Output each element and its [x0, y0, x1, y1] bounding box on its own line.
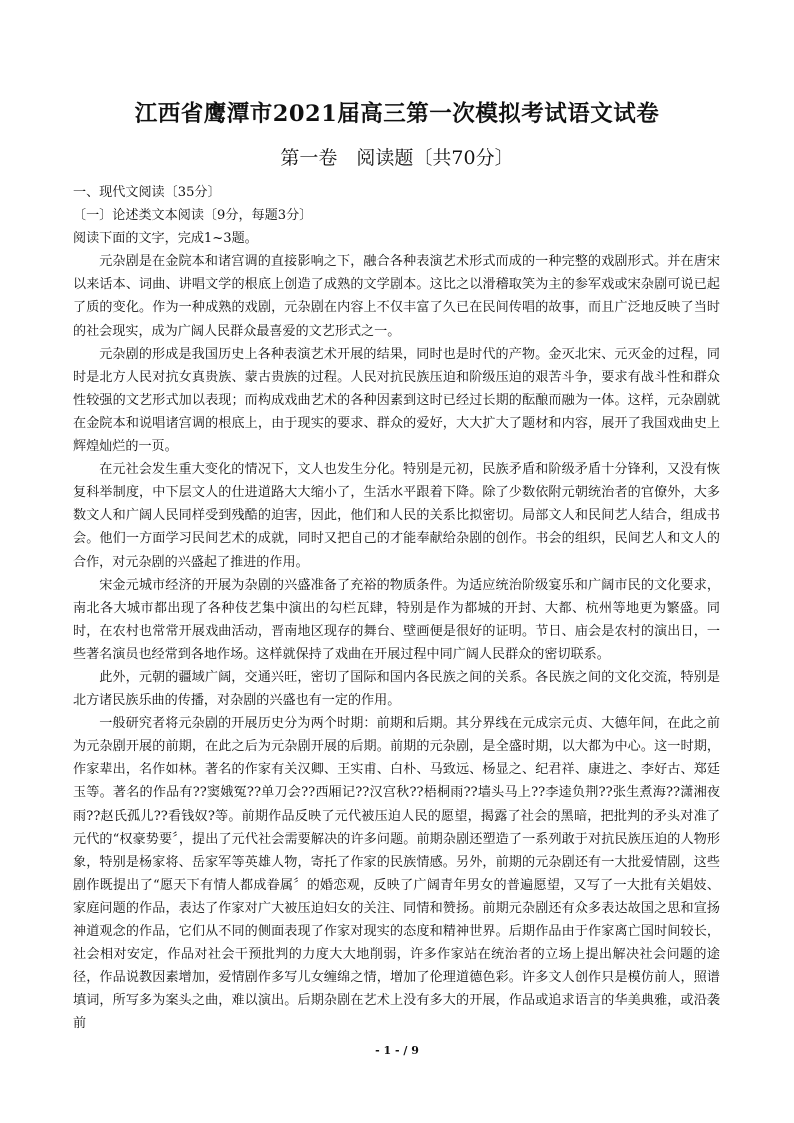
paragraph-3: 在元社会发生重大变化的情况下，文人也发生分化。特别是元初，民族矛盾和阶级矛盾十分锋利，又没有恢复科举制度，中下层文人的仕进道路大大缩小了，生活水平跟着下降。除了少数依附元朝统治者的官僚外，大多数文人和广阔人民同样受到残酷的迫害，因此，他们和人民的关系比拟密切。局部文人和民间艺人结合，组成书会。他们一方面学习民间艺术的成就，同时又把自己的才能奉献给杂剧的创作。书会的组织，民间艺人和文人的合作，对元杂剧的兴盛起了推进的作用。 [73, 462, 720, 570]
reading-instruction: 阅读下面的文字，完成1~3题。 [73, 231, 258, 247]
paragraph-6: 一般研究者将元杂剧的开展历史分为两个时期：前期和后期。其分界线在元成宗元贞、大德年间，在此之前为元杂剧开展的前期，在此之后为元杂剧开展的后期。前期的元杂剧，是全盛时期，以大都为中心。这一时期，作家辈出，名作如林。著名的作家有关汉卿、王实甫、白朴、马致远、杨显之、纪君祥、康进之、李好古、郑廷玉等。著名的作品有??窦娥冤??单刀会??西厢记??汉宫秋??梧桐雨??墙头马上??李逵负荆??张生煮海??潇湘夜雨??赵氏孤儿??看钱奴?等。前期作品反映了元代被压迫人民的愿望，揭露了社会的黑暗，把批判的矛头对准了元代的“权豪势要〞，提出了元代社会需要解决的许多问题。前期杂剧还塑造了一系列敢于对抗民族压迫的人物形象，特别是杨家将、岳家军等英雄人物，寄托了作家的民族情感。另外，前期的元杂剧还有一大批爱情剧，这些剧作既提出了“愿天下有情人都成眷属〞的婚恋观，反映了广阔青年男女的普遍愿望，又写了一大批有关娼妓、家庭问题的作品，表达了作家对广大被压迫妇女的关注、同情和赞扬。前期元杂剧还有众多表达故国之思和宣扬神道观念的作品，它们从不同的侧面表现了作家对现实的态度和精神世界。后期作品由于作家离亡国时间较长，社会相对安定，作品对社会干预批判的力度大大地削弱，许多作家站在统治者的立场上提出解决社会问题的途径，作品说教因素增加，爱情剧作多写儿女缠绵之情，增加了伦理道德色彩。许多文人创作只是模仿前人，照谱填词，所写多为案头之曲，难以演出。后期杂剧在艺术上没有多大的开展，作品或追求语言的华美典雅，或沿袭前 [73, 716, 720, 1032]
paragraph-1: 元杂剧是在金院本和诸宫调的直接影响之下，融合各种表演艺术形式而成的一种完整的戏剧形式。并在唐宋以来话本、词曲、讲唱文学的根底上创造了成熟的文学剧本。这比之以滑稽取笑为主的参军戏或宋杂剧可说已起了质的变化。作为一种成熟的戏剧，元杂剧在内容上不仅丰富了久已在民间传唱的故事，而且广泛地反映了当时的社会现实，成为广阔人民群众最喜爱的文艺形式之一。 [73, 254, 720, 339]
document-subtitle: 第一卷 阅读题〔共70分〕 [280, 147, 514, 169]
paragraph-2: 元杂剧的形成是我国历史上各种表演艺术开展的结果，同时也是时代的产物。金灭北宋、元灭金的过程，同时是北方人民对抗女真贵族、蒙古贵族的过程。人民对抗民族压迫和阶级压迫的艰苦斗争，要求有战斗性和群众性较强的文艺形式加以表现；而构成戏曲艺术的各种因素到这时已经过长期的酝酿而融为一体。这样，元杂剧就在金院本和说唱诸宫调的根底上，由于现实的要求、群众的爱好，大大扩大了题材和内容，展开了我国戏曲史上辉煌灿烂的一页。 [73, 346, 720, 455]
page-number: - 1 - / 9 [375, 1044, 419, 1057]
document-title: 江西省鹰潭市2021届高三第一次模拟考试语文试卷 [134, 101, 660, 127]
document-body [73, 181, 720, 1035]
paragraph-4: 宋金元城市经济的开展为杂剧的兴盛准备了充裕的物质条件。为适应统治阶级宴乐和广阔市民的文化要求，南北各大城市都出现了各种伎艺集中演出的勾栏瓦肆，特别是作为都城的开封、大都、杭州等地更为繁盛。同时，在农村也常常开展戏曲活动，晋南地区现存的舞台、壁画便是很好的证明。节日、庙会是农村的演出日，一些著名演员也经常到各地作场。这样就保持了戏曲在开展过程中同广阔人民群众的密切联系。 [73, 577, 720, 662]
paragraph-5: 此外，元朝的疆域广阔，交通兴旺，密切了国际和国内各民族之间的关系。各民族之间的文化交流，特别是北方诸民族乐曲的传播，对杂剧的兴盛也有一定的作用。 [73, 669, 720, 709]
subsection-heading: 〔一〕论述类文本阅读〔9分，每题3分〕 [73, 208, 313, 224]
section-heading: 一、现代文阅读〔35分〕 [73, 185, 221, 200]
